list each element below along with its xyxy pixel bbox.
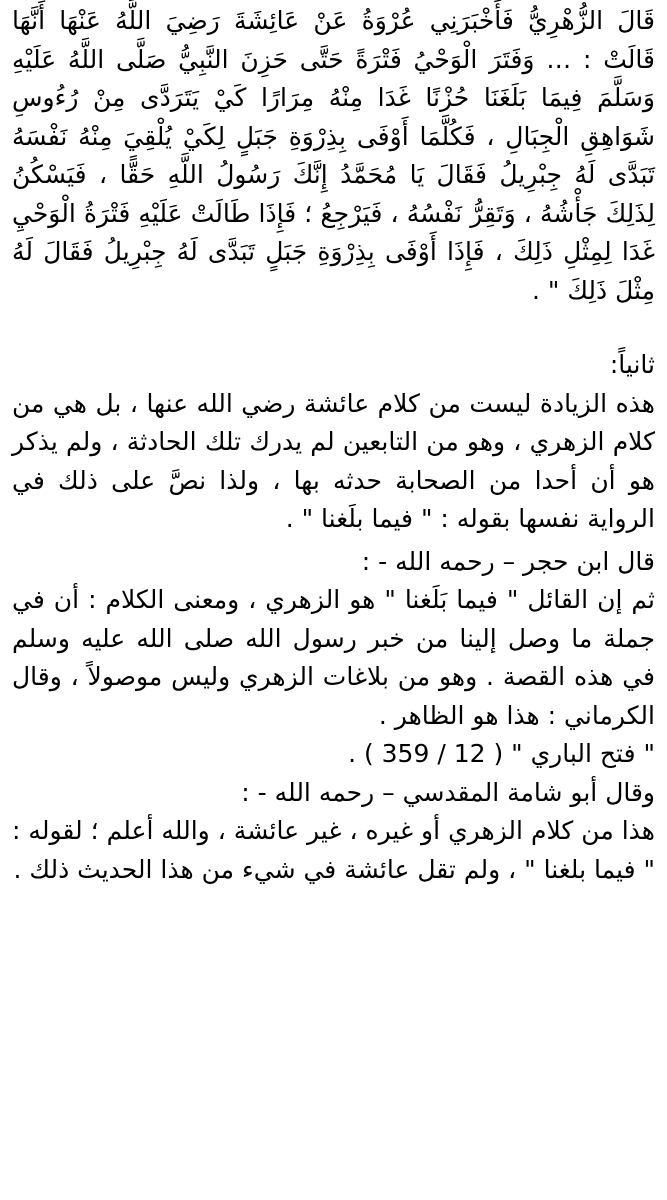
paragraph-spacer — [12, 310, 655, 346]
abu-shama-intro: وقال أبو شامة المقدسي – رحمه الله - : — [241, 777, 655, 807]
ibn-hajar-intro: قال ابن حجر – رحمه الله - : — [361, 546, 655, 576]
second-point-paragraph: هذه الزيادة ليست من كلام عائشة رضي الله عنها ، بل هي من كلام الزهري ، وهو من التابعين لم يدرك تلك الحادثة ، ولم يذكر هو أن أحدا من الصحابة حدثه بها ، ولذا نصَّ على ذلك في الرواية نفسها بقوله : " فيما بلَغنا " . — [12, 388, 655, 533]
ibn-hajar-quote: ثم إن القائل " فيما بَلَغنا " هو الزهري ، ومعنى الكلام : أن في جملة ما وصل إلينا من خبر رسول الله صلى الله عليه وسلم في هذه القصة . وهو من بلاغات الزهري وليس موصولاً ، وقال الكرماني : هذا هو الظاهر . — [12, 585, 655, 730]
section-heading-second: ثانياً: — [609, 350, 655, 379]
abu-shama-quote: هذا من كلام الزهري أو غيره ، غير عائشة ، والله أعلم ؛ لقوله : " فيما بلغنا " ، ولم تقل عائشة في شيء من هذا الحديث ذلك . — [12, 816, 655, 884]
zuhri-hadith-paragraph: قَالَ الزُّهْرِيُّ فَأَخْبَرَنِي عُرْوَةُ عَنْ عَائِشَةَ رَضِيَ اللَّهُ عَنْهَا أَنَّهَا قَالَتْ : … وَفَتَرَ الْوَحْيُ فَتْرَةً حَتَّى حَزِنَ النَّبِيُّ صَلَّى اللَّهُ عَلَيْهِ وَسَلَّمَ فِيمَا بَلَغَنَا حُزْنًا غَدَا مِنْهُ مِرَارًا كَيْ يَتَرَدَّى مِنْ رُءُوسِ شَوَاهِقِ الْجِبَالِ ، فَكُلَّمَا أَوْفَى بِذِرْوَةِ جَبَلٍ لِكَيْ يُلْقِيَ مِنْهُ نَفْسَهُ تَبَدَّى لَهُ جِبْرِيلُ فَقَالَ يَا مُحَمَّدُ إِنَّكَ رَسُولُ اللَّهِ حَقًّا ، فَيَسْكُنُ لِذَلِكَ جَأْشُهُ ، وَتَقِرُّ نَفْسُهُ ، فَيَرْجِعُ ؛ فَإِذَا طَالَتْ عَلَيْهِ فَتْرَةُ الْوَحْيِ غَدَا لِمِثْلِ ذَلِكَ ، فَإِذَا أَوْفَى بِذِرْوَةِ جَبَلٍ تَبَدَّى لَهُ جِبْرِيلُ فَقَالَ لَهُ مِثْلَ ذَلِكَ " . — [12, 6, 655, 305]
ibn-hajar-source-citation: " فتح الباري " ( 12 / 359 ) . — [348, 739, 655, 768]
